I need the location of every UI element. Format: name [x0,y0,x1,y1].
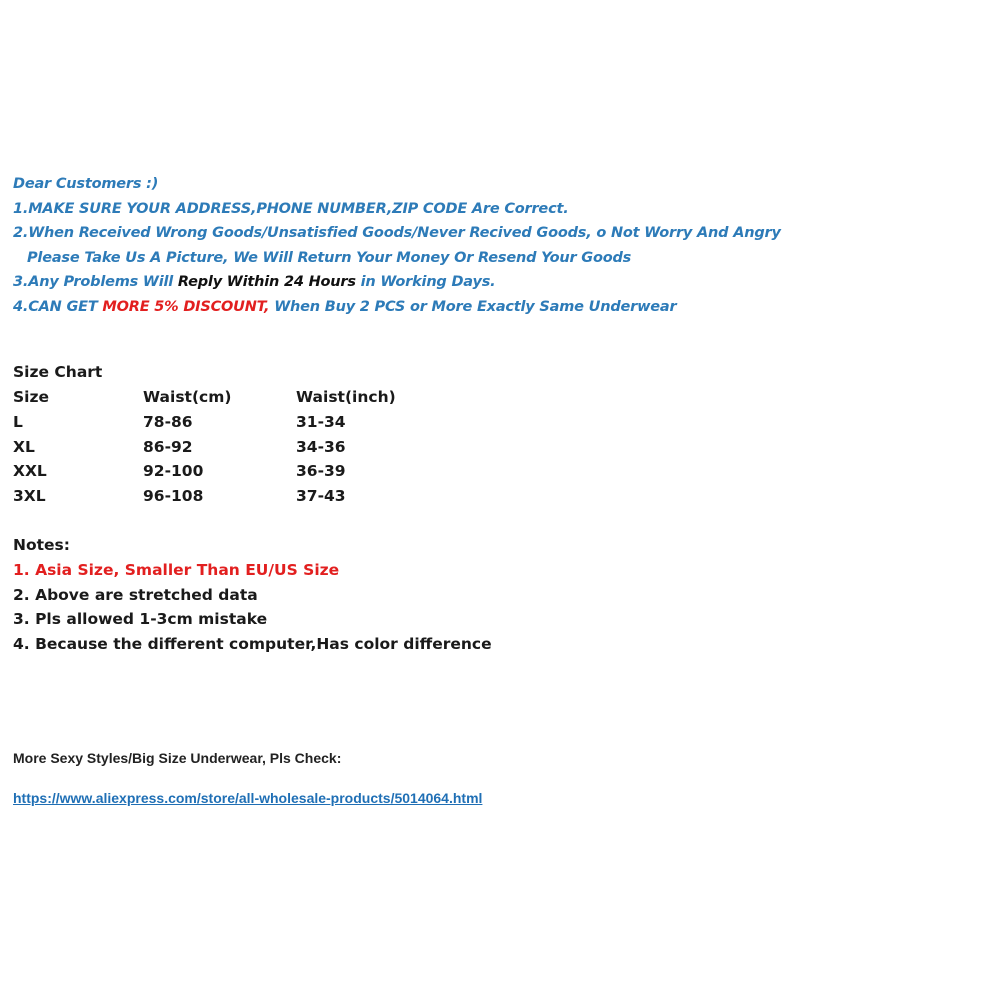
size-chart-table [13,385,446,509]
cell-waist-cm: 86-92 [143,437,193,456]
notice-greeting: Dear Customers :) [13,176,159,192]
note-item-1: 1. Asia Size, Smaller Than EU/US Size [13,560,340,579]
cell-waist-cm: 96-108 [143,487,204,506]
size-chart-header-row [13,385,446,410]
table-row [13,484,446,509]
notice-item-3-prefix: 3.Any Problems Will [13,274,178,291]
notice-item-1: 1.MAKE SURE YOUR ADDRESS,PHONE NUMBER,ZIP CODE Are Correct. [13,200,569,217]
more-styles-label: More Sexy Styles/Big Size Underwear, Pls Check: [13,750,342,766]
notice-item-4-suffix: When Buy 2 PCS or More Exactly Same Underwear [269,298,677,315]
cell-waist-inch: 37-43 [296,487,346,506]
notice-item-3-suffix: in Working Days. [355,274,496,291]
notice-item-3 [13,270,988,295]
notes-section [13,533,492,657]
header-waist-inch: Waist(inch) [296,388,396,406]
cell-waist-inch: 34-36 [296,437,346,456]
cell-waist-inch: 31-34 [296,412,346,431]
size-chart [13,360,446,509]
cell-waist-cm: 78-86 [143,412,193,431]
notice-item-4-prefix: 4.CAN GET [13,298,103,315]
notice-item-3-highlight: Reply Within 24 Hours [177,274,356,291]
customer-notice [13,172,988,320]
notice-item-2-line-2: Please Take Us A Picture, We Will Return Your Money Or Resend Your Goods [27,249,632,266]
cell-size: 3XL [13,487,46,506]
notice-item-4 [13,295,988,320]
table-row [13,435,446,460]
header-waist-cm: Waist(cm) [143,388,232,406]
note-item-2: 2. Above are stretched data [13,585,258,604]
table-row [13,410,446,435]
cell-size: XXL [13,462,47,481]
note-item-3: 3. Pls allowed 1-3cm mistake [13,610,268,629]
cell-waist-inch: 36-39 [296,462,346,481]
cell-waist-cm: 92-100 [143,462,204,481]
cell-size: L [13,412,23,431]
table-row [13,459,446,484]
store-link[interactable]: https://www.aliexpress.com/store/all-wholesale-products/5014064.html [13,790,483,806]
header-size: Size [13,388,50,406]
notes-title: Notes: [13,536,70,554]
notice-item-2-line-1: 2.When Received Wrong Goods/Unsatisfied Goods/Never Recived Goods, o Not Worry And Angry [13,225,781,242]
size-chart-title: Size Chart [13,363,103,381]
note-item-4: 4. Because the different computer,Has color difference [13,635,492,654]
notice-item-4-highlight: MORE 5% DISCOUNT, [102,298,270,315]
cell-size: XL [13,437,35,456]
